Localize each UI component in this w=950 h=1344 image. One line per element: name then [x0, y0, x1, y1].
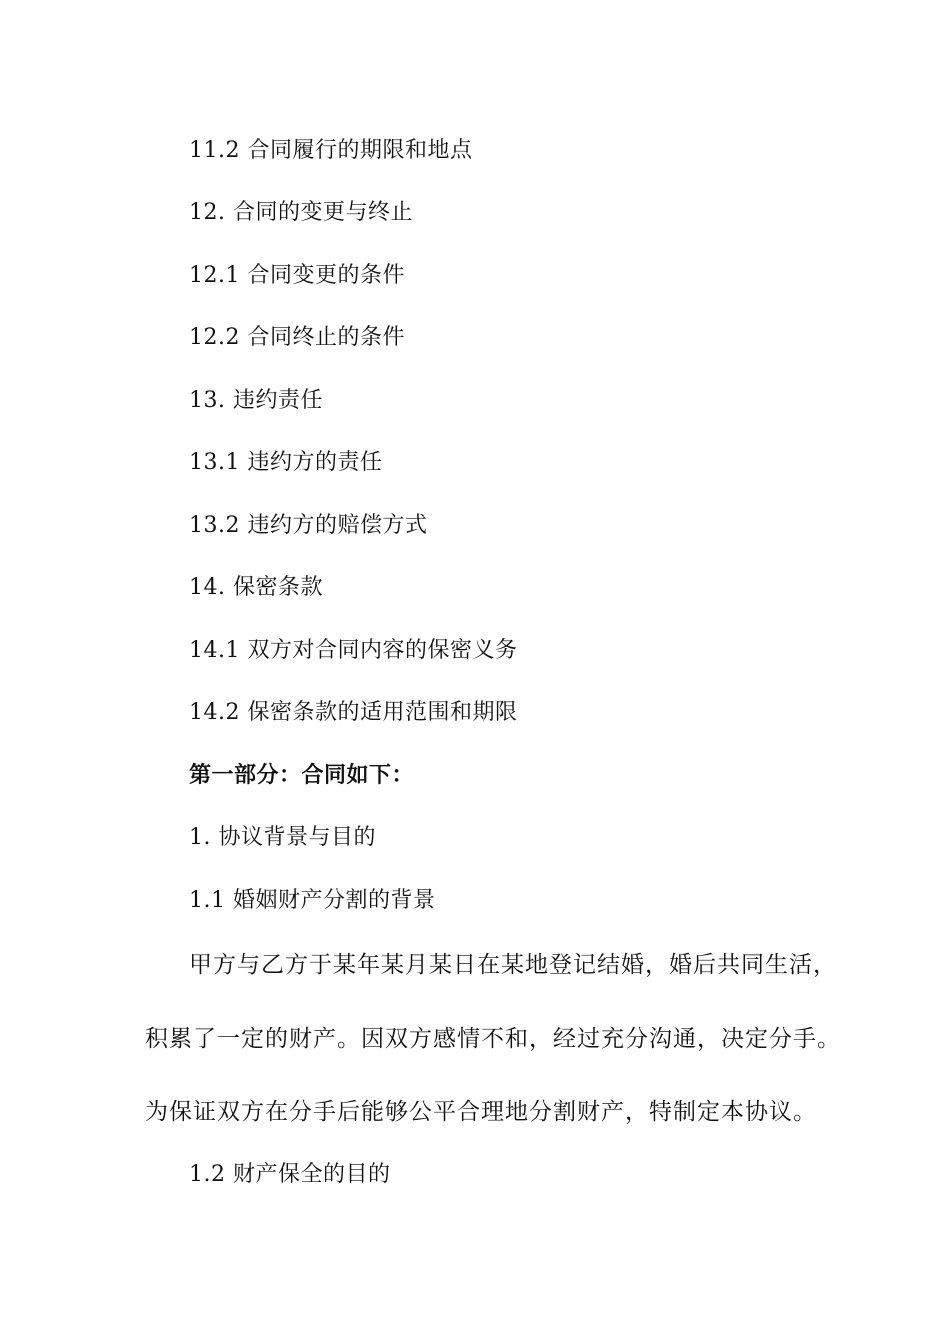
part-heading: 第一部分：合同如下：: [189, 763, 415, 788]
outline-item-12-2: 12.2 合同终止的条件: [189, 325, 405, 350]
outline-item-13-2: 13.2 违约方的赔偿方式: [189, 513, 428, 538]
paragraph-line-1: 甲方与乙方于某年某月某日在某地登记结婚，婚后共同生活，: [189, 952, 837, 978]
outline-item-13: 13. 违约责任: [189, 388, 323, 413]
section-heading-1-2: 1.2 财产保全的目的: [189, 1162, 391, 1187]
paragraph-line-3: 为保证双方在分手后能够公平合理地分割财产，特制定本协议。: [145, 1099, 817, 1125]
outline-item-11-2: 11.2 合同履行的期限和地点: [189, 138, 473, 163]
outline-item-12: 12. 合同的变更与终止: [189, 200, 413, 225]
paragraph-line-2: 积累了一定的财产。因双方感情不和，经过充分沟通，决定分手。: [145, 1026, 841, 1052]
section-heading-1-1: 1.1 婚姻财产分割的背景: [189, 888, 436, 913]
outline-item-14-2: 14.2 保密条款的适用范围和期限: [189, 700, 518, 725]
outline-item-14: 14. 保密条款: [189, 575, 323, 600]
outline-item-14-1: 14.1 双方对合同内容的保密义务: [189, 638, 518, 663]
section-heading-1: 1. 协议背景与目的: [189, 825, 376, 850]
outline-item-13-1: 13.1 违约方的责任: [189, 450, 383, 475]
outline-item-12-1: 12.1 合同变更的条件: [189, 263, 405, 288]
